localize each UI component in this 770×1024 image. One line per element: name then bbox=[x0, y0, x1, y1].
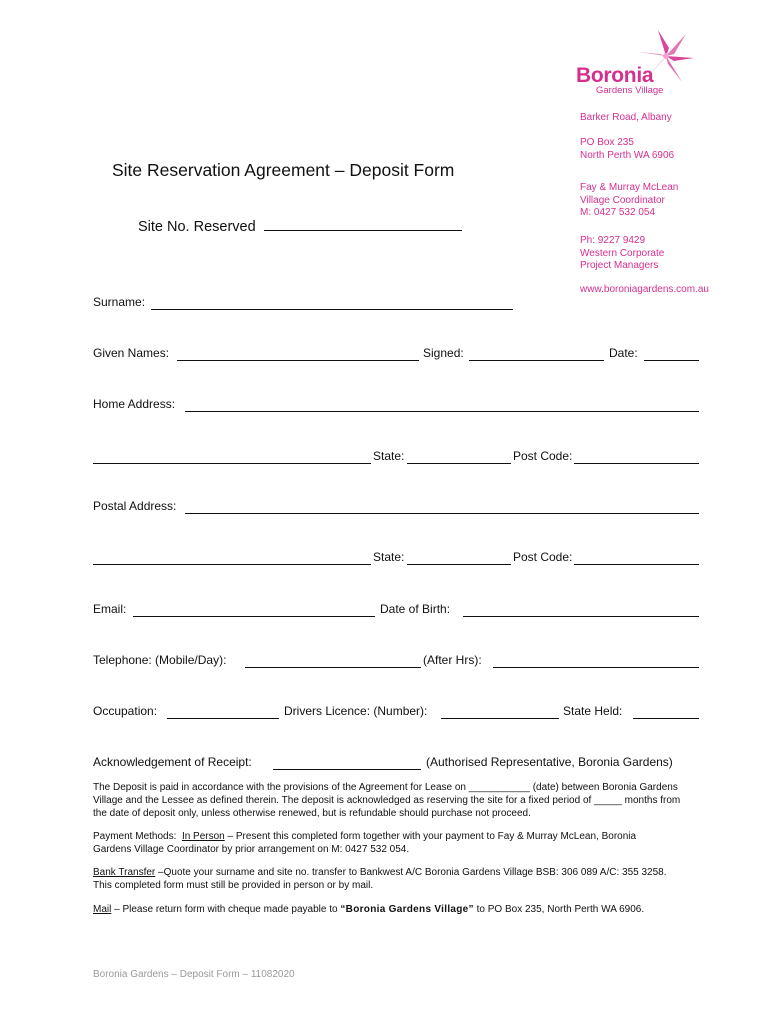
postal-post-code-label: Post Code: bbox=[513, 550, 573, 564]
signed-field[interactable] bbox=[469, 360, 604, 361]
boronia-logo bbox=[574, 28, 724, 98]
coordinator-title: Village Coordinator bbox=[580, 194, 665, 206]
signed-label: Signed: bbox=[423, 346, 464, 360]
postal-address-line-2-field[interactable] bbox=[93, 564, 371, 565]
given-names-row bbox=[93, 346, 699, 364]
telephone-day-field[interactable] bbox=[245, 667, 421, 668]
contact-postal bbox=[580, 137, 674, 162]
contact-coordinator bbox=[580, 182, 678, 220]
surname-row bbox=[93, 295, 699, 313]
in-person-label: In Person bbox=[181, 831, 225, 842]
home-state-field[interactable] bbox=[407, 463, 511, 464]
home-address-row-2 bbox=[93, 449, 699, 467]
deposit-terms-line-2: Village and the Lessee as defined therein. The deposit is acknowledged as reserving the site for a fixed period of _____ months from bbox=[93, 795, 681, 806]
in-person-text-2: Gardens Village Coordinator by prior arrangement on M: 0427 532 054. bbox=[93, 844, 410, 855]
site-no-field[interactable] bbox=[264, 217, 462, 231]
occupation-field[interactable] bbox=[167, 718, 279, 719]
licence-label: Drivers Licence: (Number): bbox=[284, 704, 428, 718]
mail-method bbox=[93, 903, 723, 916]
occupation-label: Occupation: bbox=[93, 704, 158, 718]
bank-transfer-label: Bank Transfer bbox=[93, 867, 156, 878]
postal-post-code-field[interactable] bbox=[574, 564, 699, 565]
site-no-row bbox=[138, 217, 462, 235]
home-address-line-2-field[interactable] bbox=[93, 463, 371, 464]
postal-address-label: Postal Address: bbox=[93, 499, 177, 513]
contact-company bbox=[580, 235, 664, 273]
home-address-field[interactable] bbox=[185, 411, 699, 412]
acknowledgement-field[interactable] bbox=[273, 769, 421, 770]
email-field[interactable] bbox=[133, 616, 375, 617]
company-line-2: Project Managers bbox=[580, 260, 659, 271]
postal-address-row bbox=[93, 499, 699, 517]
bank-transfer-text-2: This completed form must still be provided in person or by mail. bbox=[93, 880, 374, 891]
telephone-row bbox=[93, 653, 699, 671]
date-field[interactable] bbox=[644, 360, 699, 361]
acknowledgement-row bbox=[93, 755, 723, 773]
phone-text: Ph: 9227 9429 bbox=[580, 235, 646, 246]
licence-field[interactable] bbox=[441, 718, 559, 719]
deposit-terms-line-3: the date of deposit only, unless otherwise renewed, but is refundable should purchase not proceed. bbox=[93, 808, 531, 819]
date-label: Date: bbox=[609, 346, 638, 360]
acknowledgement-suffix: (Authorised Representative, Boronia Gardens) bbox=[426, 755, 673, 769]
bank-transfer bbox=[93, 866, 723, 892]
bank-transfer-text: –Quote your surname and site no. transfer to Bankwest A/C Boronia Gardens Village BSB: 306 089 A/C: 355 3258. bbox=[155, 867, 667, 878]
given-names-field[interactable] bbox=[177, 360, 419, 361]
home-address-row bbox=[93, 397, 699, 415]
payment-methods bbox=[93, 830, 723, 856]
postal-state-label: State: bbox=[373, 550, 405, 564]
logo-wordmark: Boronia bbox=[576, 64, 654, 87]
postal-address-row-2 bbox=[93, 550, 699, 568]
mail-text-1: – Please return form with cheque made payable to bbox=[111, 904, 341, 915]
page-footer: Boronia Gardens – Deposit Form – 11082020 bbox=[93, 969, 295, 980]
dob-label: Date of Birth: bbox=[380, 602, 451, 616]
mail-label: Mail bbox=[93, 904, 112, 915]
dob-field[interactable] bbox=[463, 616, 699, 617]
given-names-label: Given Names: bbox=[93, 346, 170, 360]
postal-state-field[interactable] bbox=[407, 564, 511, 565]
coordinator-names: Fay & Murray McLean bbox=[580, 182, 679, 193]
surname-field[interactable] bbox=[151, 309, 513, 310]
mail-text-2: to PO Box 235, North Perth WA 6906. bbox=[473, 904, 645, 915]
telephone-after-hrs-field[interactable] bbox=[493, 667, 699, 668]
page-title: Site Reservation Agreement – Deposit Form bbox=[112, 160, 455, 180]
after-hrs-label: (After Hrs): bbox=[423, 653, 482, 667]
home-post-code-label: Post Code: bbox=[513, 449, 573, 463]
address-text: Barker Road, Albany bbox=[580, 112, 672, 123]
home-address-label: Home Address: bbox=[93, 397, 176, 411]
surname-label: Surname: bbox=[93, 295, 146, 309]
acknowledgement-label: Acknowledgement of Receipt: bbox=[93, 755, 252, 769]
po-box-text: PO Box 235 bbox=[580, 137, 634, 148]
home-post-code-field[interactable] bbox=[574, 463, 699, 464]
postal-address-field[interactable] bbox=[185, 513, 699, 514]
in-person-text: – Present this completed form together with your payment to Fay & Murray McLean, Boronia bbox=[224, 831, 637, 842]
telephone-label: Telephone: (Mobile/Day): bbox=[93, 653, 227, 667]
home-state-label: State: bbox=[373, 449, 405, 463]
contact-address bbox=[580, 112, 672, 125]
state-held-label: State Held: bbox=[563, 704, 623, 718]
mail-payee: “Boronia Gardens Village” bbox=[340, 904, 474, 915]
payment-methods-label: Payment Methods: bbox=[93, 831, 177, 842]
email-label: Email: bbox=[93, 602, 127, 616]
site-no-label: Site No. Reserved bbox=[138, 219, 256, 235]
logo-subtitle: Gardens Village bbox=[596, 85, 664, 96]
company-line-1: Western Corporate bbox=[580, 247, 665, 259]
state-held-field[interactable] bbox=[633, 718, 699, 719]
website-link[interactable]: www.boroniagardens.com.au bbox=[580, 284, 709, 295]
deposit-terms-line-1: The Deposit is paid in accordance with the provisions of the Agreement for Lease on ___________ (date) between Boronia Gardens bbox=[93, 782, 678, 793]
coordinator-mobile: M: 0427 532 054 bbox=[580, 207, 656, 218]
deposit-terms bbox=[93, 781, 723, 820]
email-row bbox=[93, 602, 699, 620]
occupation-row bbox=[93, 704, 699, 722]
po-city-text: North Perth WA 6906 bbox=[580, 149, 675, 161]
